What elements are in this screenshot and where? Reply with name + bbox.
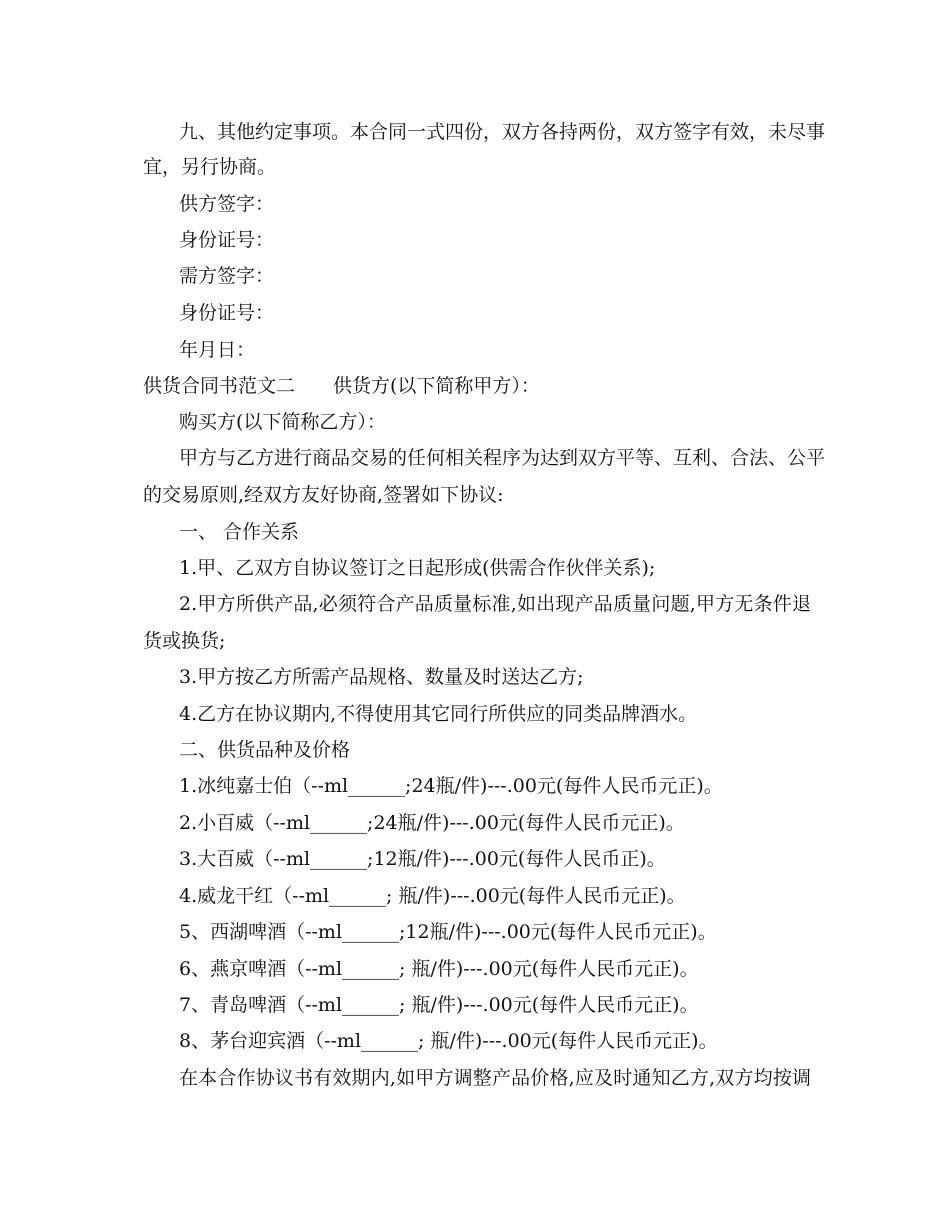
section-1-item-4: 4.乙方在协议期内,不得使用其它同行所供应的同类品牌酒水。 [179, 703, 698, 725]
intro-line-1: 甲方与乙方进行商品交易的任何相关程序为达到双方平等、互利、合法、公平 [179, 447, 826, 469]
buyer-party-line: 购买方(以下简称乙方）： [179, 411, 386, 433]
sample-two-heading: 供货合同书范文二 供货方(以下简称甲方）： [143, 375, 540, 397]
price-item-2: 2.小百威（--ml______;24瓶/件)---.00元(每件人民币元正)。 [179, 812, 685, 834]
supplier-signature-label: 供方签字： [179, 193, 275, 215]
price-item-7: 7、青岛啤酒（--ml______; 瓶/件)---.00元(每件人民币元正)。 [179, 994, 699, 1016]
section-1-item-2-line-1: 2.甲方所供产品,必须符合产品质量标准,如出现产品质量问题,甲方无条件退 [179, 593, 811, 615]
price-item-6: 6、燕京啤酒（--ml______; 瓶/件)---.00元(每件人民币元正)。 [179, 958, 699, 980]
section-1-heading: 一、 合作关系 [179, 521, 300, 543]
intro-line-2: 的交易原则,经双方友好协商,签署如下协议: [143, 484, 504, 506]
price-adjustment-line: 在本合作协议书有效期内,如甲方调整产品价格,应及时通知乙方,双方均按调 [179, 1067, 811, 1089]
price-item-8: 8、茅台迎宾酒（--ml______; 瓶/件)---.00元(每件人民币元正)。 [179, 1030, 718, 1052]
price-item-3: 3.大百威（--ml______;12瓶/件)---.00元(每件人民币正)。 [179, 848, 666, 870]
buyer-id-label: 身份证号： [179, 302, 275, 324]
price-item-1: 1.冰纯嘉士伯（--ml______;24瓶/件)---.00元(每件人民币元正)。 [179, 775, 723, 797]
section-1-item-3: 3.甲方按乙方所需产品规格、数量及时送达乙方; [179, 666, 584, 688]
buyer-signature-label: 需方签字： [179, 265, 275, 287]
clause-9-line-1: 九、其他约定事项。本合同一式四份，双方各持两份，双方签字有效，未尽事 [179, 121, 826, 143]
price-item-5: 5、西湖啤酒（--ml______;12瓶/件)---.00元(每件人民币元正)。 [179, 921, 717, 943]
clause-9-line-2: 宜，另行协商。 [143, 156, 277, 178]
supplier-id-label: 身份证号： [179, 229, 275, 251]
date-label: 年月日： [179, 339, 256, 361]
section-2-heading: 二、供货品种及价格 [179, 739, 351, 761]
price-item-4: 4.威龙干红（--ml______; 瓶/件)---.00元(每件人民币元正)。 [179, 885, 686, 907]
section-1-item-2-line-2: 货或换货; [143, 630, 226, 652]
section-1-item-1: 1.甲、乙双方自协议签订之日起形成(供需合作伙伴关系); [179, 557, 656, 579]
